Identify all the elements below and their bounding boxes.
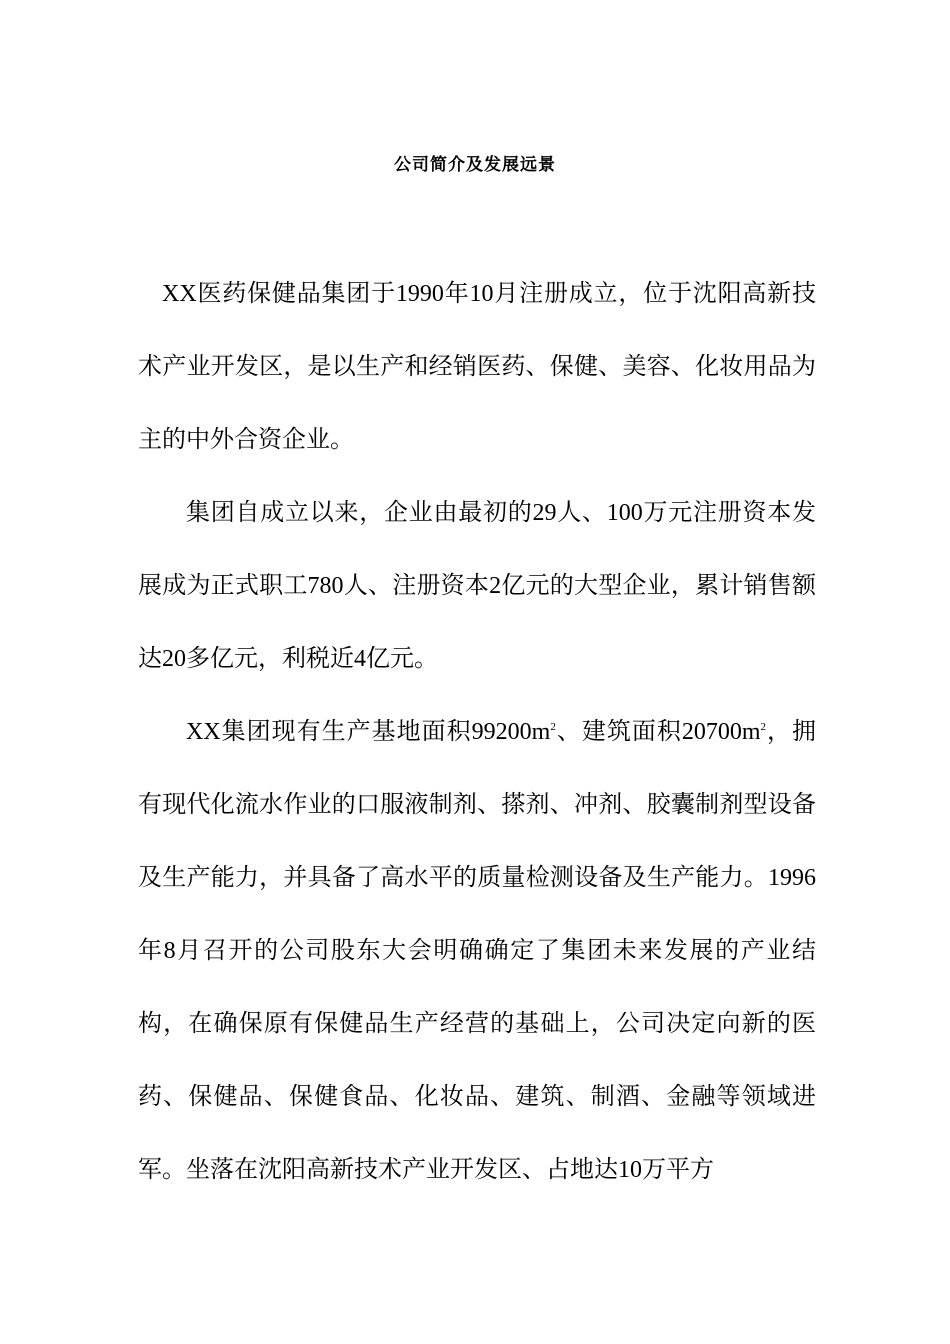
facilities-text-2: 、建筑面积20700m [555,719,761,745]
document-title: 公司简介及发展远景 [394,155,556,175]
facilities-text-1: XX集团现有生产基地面积99200m [186,719,551,745]
superscript-2: 2 [760,721,766,733]
document-body [138,258,816,1207]
superscript-2: 2 [550,721,556,733]
paragraph-growth: 集团自成立以来，企业由最初的29人、100万元注册资本发展成为正式职工780人、注册资本2亿元的大型企业，累计销售额达20多亿元，利税近4亿元。 [138,500,816,672]
paragraph-facilities [138,696,816,1207]
facilities-text-3: ，拥有现代化流水作业的口服液制剂、搽剂、冲剂、胶囊制剂型设备及生产能力，并具备了高水平的质量检测设备及生产能力。1996年8月召开的公司股东大会明确确定了集团未来发展的产业结构，在确保原有保健品生产经营的基础上，公司决定向新的医药、保健品、保健食品、化妆品、建筑、制酒、金融等领域进军。坐落在沈阳高新技术产业开发区、占地达10万平方 [138,719,816,1183]
paragraph-intro: XX医药保健品集团于1990年10月注册成立，位于沈阳高新技术产业开发区，是以生产和经销医药、保健、美容、化妆用品为主的中外合资企业。 [138,281,816,453]
